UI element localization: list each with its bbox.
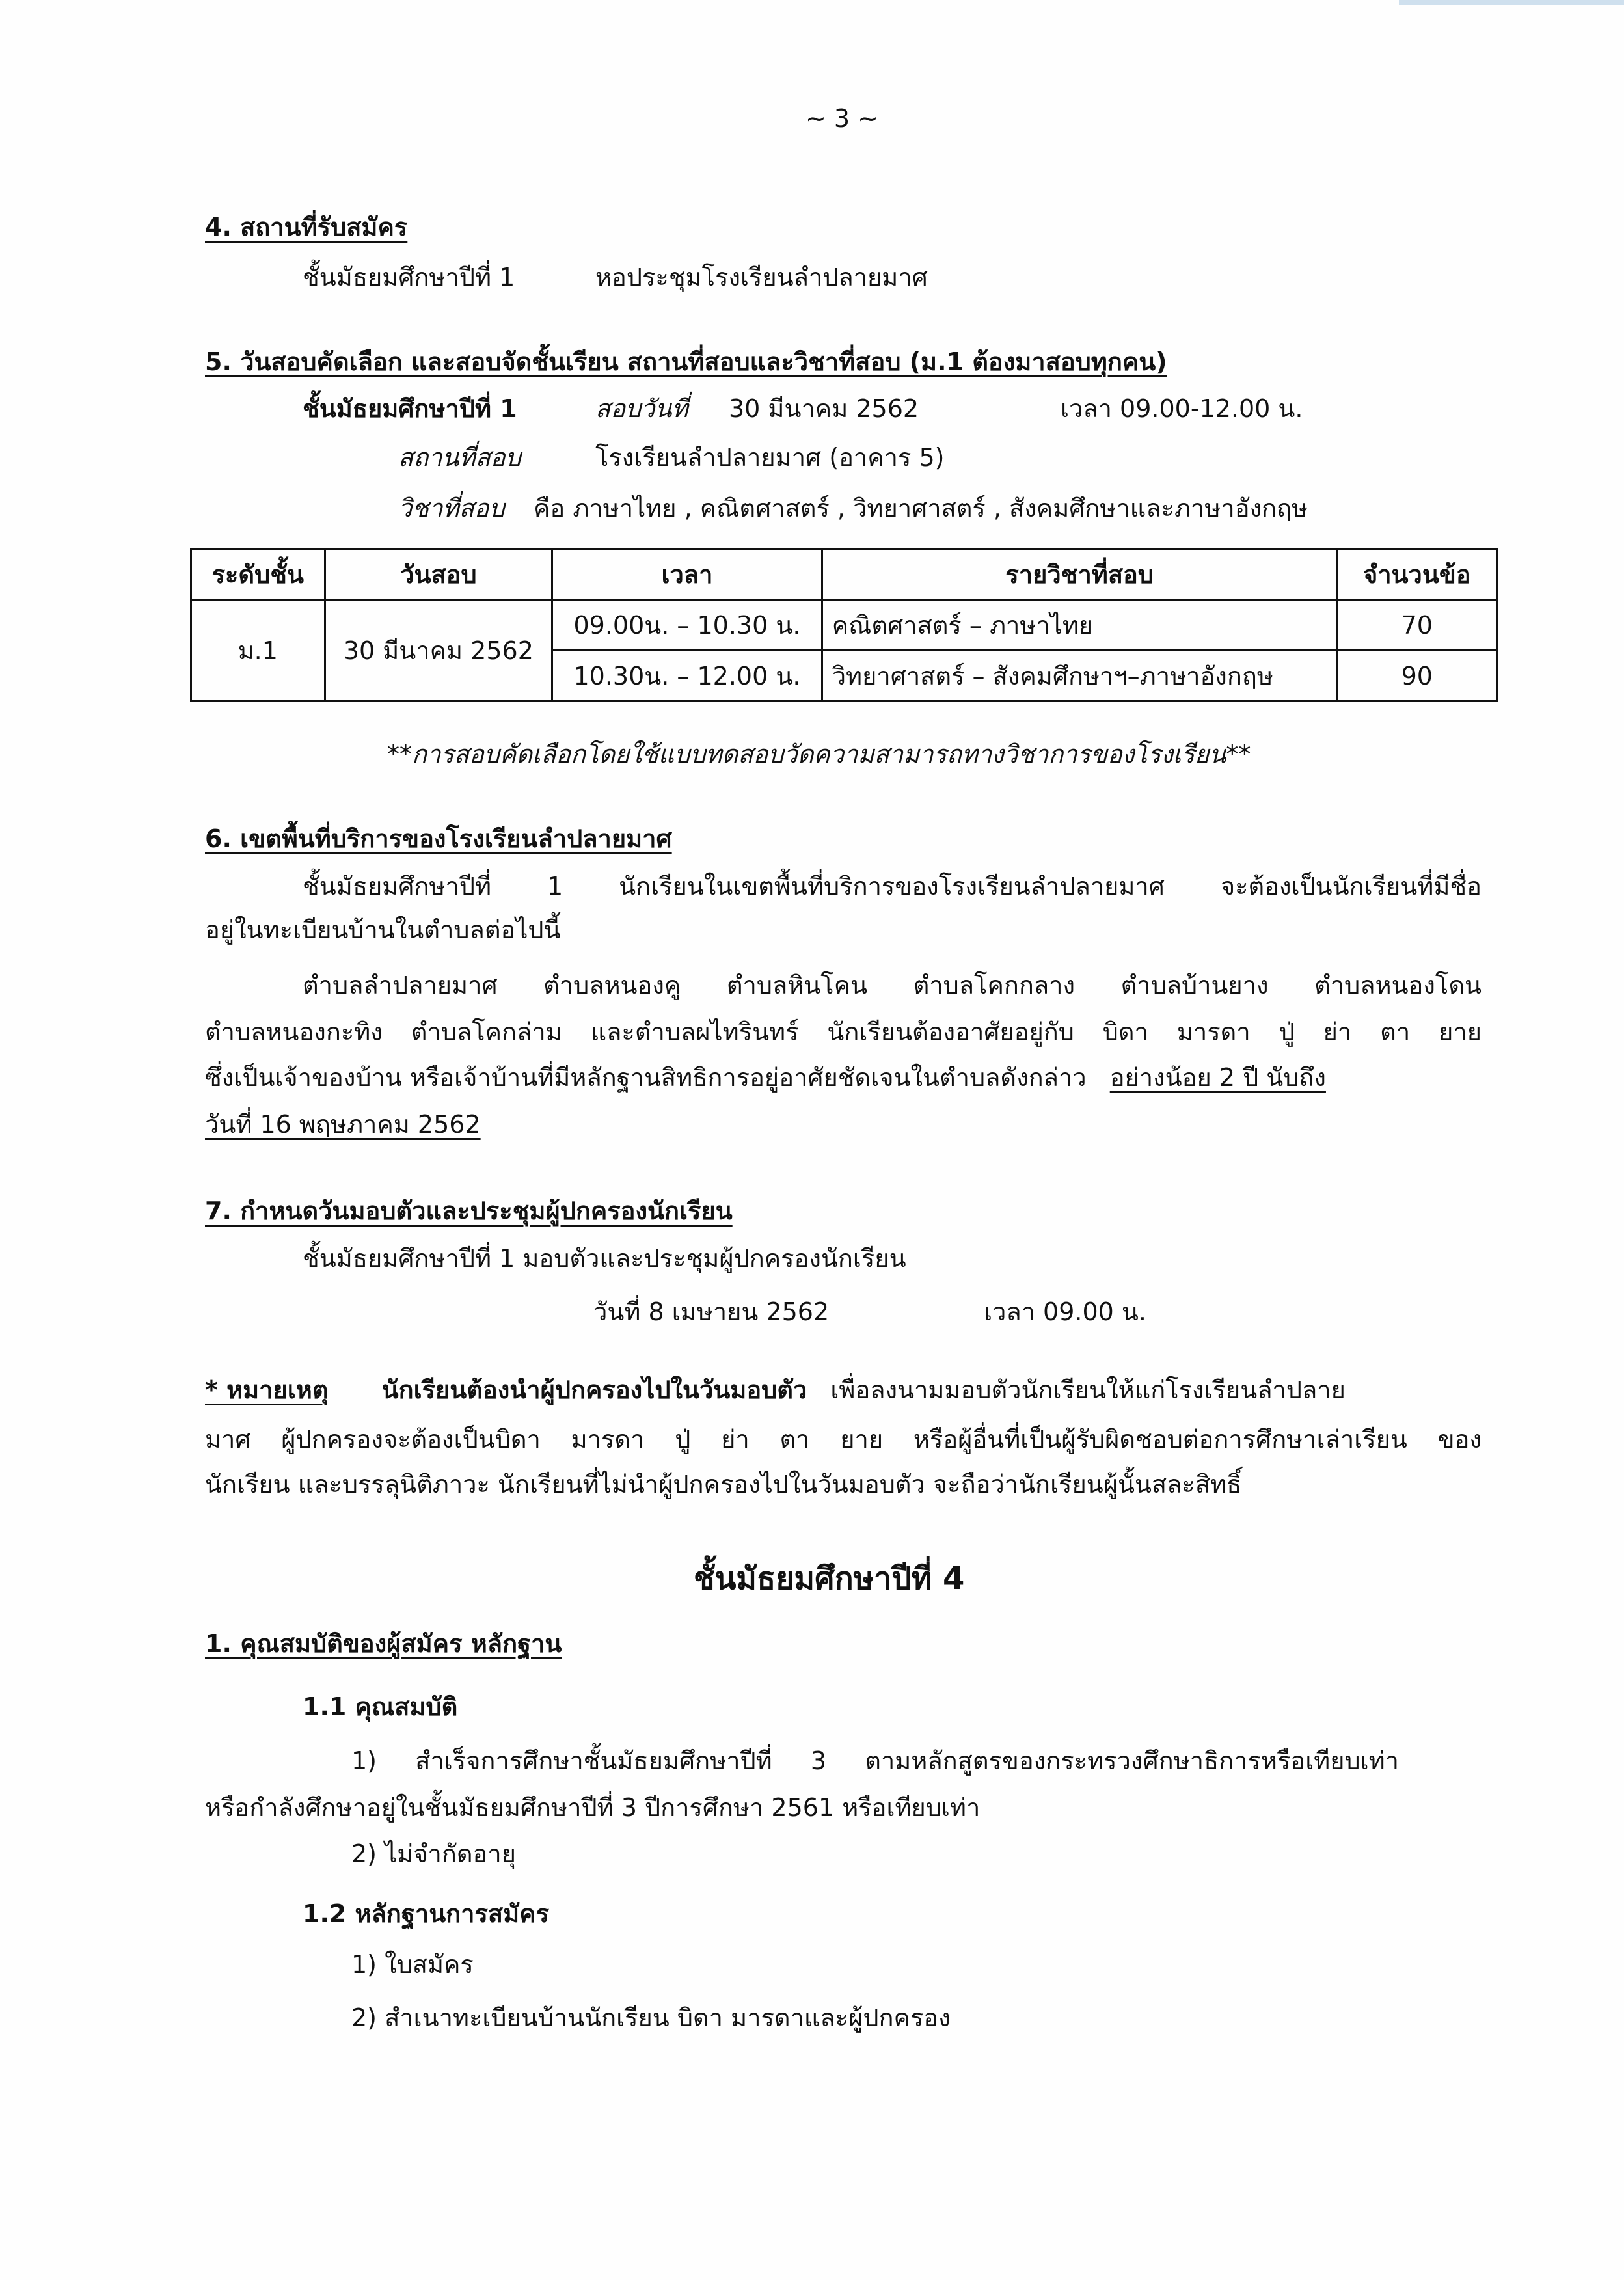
remark-line-2: มาศ ผู้ปกครองจะต้องเป็นบิดา มารดา ปู่ ย่า ตา ยาย หรือผู้อื่นที่เป็นผู้รับผิดชอบต่อการศึกษาเล่าเรียน ของ xyxy=(205,1425,1482,1454)
table-cell-time: 09.00น. – 10.30 น. xyxy=(552,600,822,651)
section-7-date: วันที่ 8 เมษายน 2562 xyxy=(593,1297,830,1326)
page-number: ~ 3 ~ xyxy=(805,104,879,133)
section-6-heading: 6. เขตพื้นที่บริการของโรงเรียนลำปลายมาศ xyxy=(205,824,672,853)
section-5-date-value: 30 มีนาคม 2562 xyxy=(729,394,919,423)
grade-4-qualification-1-line-1: 1) สำเร็จการศึกษาชั้นมัธยมศึกษาปีที่ 3 ตามหลักสูตรของกระทรวงศึกษาธิการหรือเทียบเท่า xyxy=(351,1746,1399,1775)
grade-4-title: ชั้นมัธยมศึกษาปีที่ 4 xyxy=(694,1560,965,1597)
section-5-date-label: สอบวันที่ xyxy=(595,394,688,423)
section-5-grade: ชั้นมัธยมศึกษาปีที่ 1 xyxy=(303,394,517,423)
table-header-cell: วันสอบ xyxy=(325,549,552,600)
table-header-row xyxy=(191,549,1497,600)
section-6-paragraph-1-line-2: อยู่ในทะเบียนบ้านในตำบลต่อไปนี้ xyxy=(205,916,561,944)
section-5-subjects-value: คือ ภาษาไทย , คณิตศาสตร์ , วิทยาศาสตร์ , สังคมศึกษาและภาษาอังกฤษ xyxy=(534,494,1308,522)
remark-line-1 xyxy=(205,1370,1346,1409)
table-header-cell: ระดับชั้น xyxy=(191,549,325,600)
table-header-cell: จำนวนข้อ xyxy=(1337,549,1496,600)
section-6-paragraph-1-line-1: ชั้นมัธยมศึกษาปีที่ 1 นักเรียนในเขตพื้นที่บริการของโรงเรียนลำปลายมาศ จะต้องเป็นนักเรียนที่มีชื่อ xyxy=(303,872,1482,901)
grade-4-subsection-qualifications: 1.1 คุณสมบัติ xyxy=(303,1692,458,1721)
section-5-place-label: สถานที่สอบ xyxy=(398,443,521,472)
table-header-cell: รายวิชาที่สอบ xyxy=(822,549,1337,600)
section-5-time: เวลา 09.00-12.00 น. xyxy=(1061,394,1303,423)
remark-line-3: นักเรียน และบรรลุนิติภาวะ นักเรียนที่ไม่นำผู้ปกครองไปในวันมอบตัว จะถือว่านักเรียนผู้นั้นสละสิทธิ์ xyxy=(205,1470,1242,1499)
section-7-time: เวลา 09.00 น. xyxy=(984,1297,1146,1326)
remark-bold-text: นักเรียนต้องนำผู้ปกครองไปในวันมอบตัว xyxy=(381,1376,807,1404)
table-note: **การสอบคัดเลือกโดยใช้แบบทดสอบวัดความสามารถทางวิชาการของโรงเรียน** xyxy=(387,740,1251,768)
table-cell-count: 90 xyxy=(1337,651,1496,701)
section-4-grade: ชั้นมัธยมศึกษาปีที่ 1 xyxy=(303,263,515,292)
scan-edge-mark xyxy=(1399,0,1624,5)
section-7-line-1: ชั้นมัธยมศึกษาปีที่ 1 มอบตัวและประชุมผู้ปกครองนักเรียน xyxy=(303,1244,906,1273)
table-cell-time: 10.30น. – 12.00 น. xyxy=(552,651,822,701)
grade-4-document-1: 1) ใบสมัคร xyxy=(351,1950,474,1979)
grade-4-subsection-documents: 1.2 หลักฐานการสมัคร xyxy=(303,1899,549,1928)
table-cell-date: 30 มีนาคม 2562 xyxy=(325,600,552,701)
table-cell-level: ม.1 xyxy=(191,600,325,701)
section-6-residency-duration: อย่างน้อย 2 ปี นับถึง xyxy=(1109,1063,1326,1092)
remark-line-1-rest: เพื่อลงนามมอบตัวนักเรียนให้แก่โรงเรียนลำปลาย xyxy=(830,1376,1346,1404)
section-5-place-value: โรงเรียนลำปลายมาศ (อาคาร 5) xyxy=(595,443,945,472)
table-cell-subject: คณิตศาสตร์ – ภาษาไทย xyxy=(822,600,1337,651)
section-6-residency-text: ซึ่งเป็นเจ้าของบ้าน หรือเจ้าบ้านที่มีหลักฐานสิทธิการอยู่อาศัยชัดเจนในตำบลดังกล่าว xyxy=(205,1063,1087,1092)
remark-label: * หมายเหตุ xyxy=(205,1376,329,1404)
table-cell-subject: วิทยาศาสตร์ – สังคมศึกษาฯ–ภาษาอังกฤษ xyxy=(822,651,1337,701)
grade-4-qualification-1-line-2: หรือกำลังศึกษาอยู่ในชั้นมัธยมศึกษาปีที่ 3 ปีการศึกษา 2561 หรือเทียบเท่า xyxy=(205,1793,981,1822)
grade-4-document-2: 2) สำเนาทะเบียนบ้านนักเรียน บิดา มารดาและผู้ปกครอง xyxy=(351,2003,951,2032)
section-7-heading: 7. กำหนดวันมอบตัวและประชุมผู้ปกครองนักเรียน xyxy=(205,1197,733,1225)
section-6-paragraph-2-line-3 xyxy=(205,1057,1326,1097)
section-5-subjects-label: วิชาที่สอบ xyxy=(398,494,505,522)
table-cell-count: 70 xyxy=(1337,600,1496,651)
section-5-heading: 5. วันสอบคัดเลือก และสอบจัดชั้นเรียน สถานที่สอบและวิชาที่สอบ (ม.1 ต้องมาสอบทุกคน) xyxy=(205,347,1167,376)
grade-4-section-1-heading: 1. คุณสมบัติของผู้สมัคร หลักฐาน xyxy=(205,1629,562,1658)
grade-4-qualification-2: 2) ไม่จำกัดอายุ xyxy=(351,1839,516,1868)
section-6-paragraph-2-line-2: ตำบลหนองกะทิง ตำบลโคกล่าม และตำบลผไทรินทร์ นักเรียนต้องอาศัยอยู่กับ บิดา มารดา ปู่ ย่า ตา ยาย xyxy=(205,1018,1482,1046)
section-4-place: หอประชุมโรงเรียนลำปลายมาศ xyxy=(595,263,928,292)
section-4-heading: 4. สถานที่รับสมัคร xyxy=(205,213,408,241)
section-6-residency-cutoff-date: วันที่ 16 พฤษภาคม 2562 xyxy=(205,1110,481,1139)
table-row xyxy=(191,600,1497,651)
section-6-paragraph-2-line-1: ตำบลลำปลายมาศ ตำบลหนองคู ตำบลหินโคน ตำบลโคกกลาง ตำบลบ้านยาง ตำบลหนองโดน xyxy=(303,971,1482,999)
table-header-cell: เวลา xyxy=(552,549,822,600)
exam-schedule-table xyxy=(190,548,1498,702)
